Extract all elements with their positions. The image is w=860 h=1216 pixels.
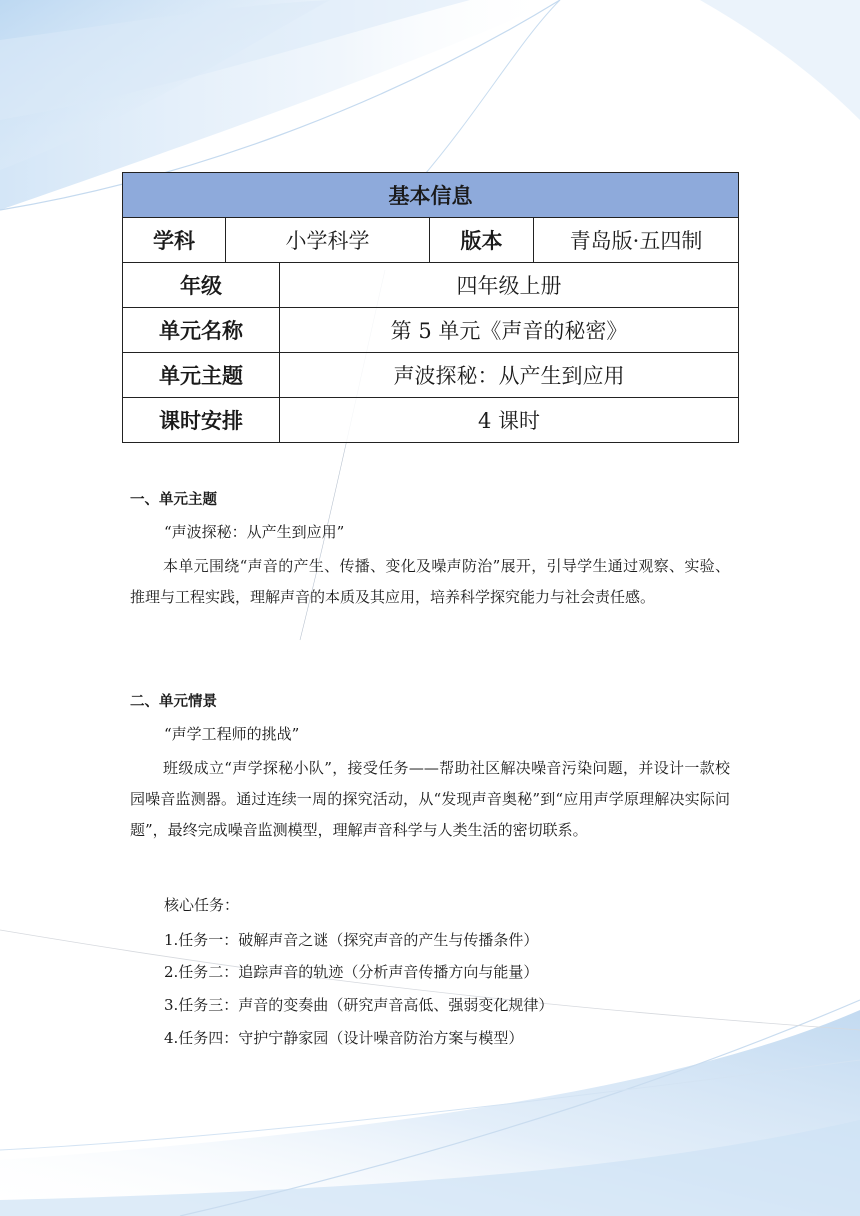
table-header-basic-info: 基本信息 [123, 173, 739, 218]
section-2-paragraph: 班级成立“声学探秘小队”，接受任务——帮助社区解决噪音污染问题，并设计一款校园噪音监测器。通过连续一周的探究活动，从“发现声音奥秘”到“应用声学原理解决实际问题”，最终完成噪音监测模型，理解声音科学与人类生活的密切联系。 [130, 759, 730, 839]
section-1-quote: “声波探秘：从产生到应用” [164, 523, 345, 541]
core-tasks-label: 核心任务： [164, 896, 240, 914]
unit-name-label: 单元名称 [123, 308, 280, 353]
section-1-paragraph: 本单元围绕“声音的产生、传播、变化及噪声防治”展开，引导学生通过观察、实验、推理与工程实践，理解声音的本质及其应用，培养科学探究能力与社会责任感。 [130, 557, 730, 606]
section-1-title: 一、单元主题 [130, 492, 217, 508]
task-item-1: 1.任务一：破解声音之谜（探究声音的产生与传播条件） [164, 931, 539, 949]
schedule-value: 4 课时 [280, 398, 739, 443]
task-item-3: 3.任务三：声音的变奏曲（研究声音高低、强弱变化规律） [164, 996, 554, 1014]
edition-label: 版本 [430, 218, 534, 263]
task-item-2: 2.任务二：追踪声音的轨迹（分析声音传播方向与能量） [164, 963, 539, 981]
edition-value: 青岛版·五四制 [534, 218, 739, 263]
basic-info-table [122, 172, 739, 443]
grade-label: 年级 [123, 263, 280, 308]
section-2-title: 二、单元情景 [130, 694, 217, 710]
unit-name-value: 第 5 单元《声音的秘密》 [280, 308, 739, 353]
task-item-4: 4.任务四：守护宁静家园（设计噪音防治方案与模型） [164, 1029, 524, 1047]
schedule-label: 课时安排 [123, 398, 280, 443]
subject-label: 学科 [123, 218, 226, 263]
grade-value: 四年级上册 [280, 263, 739, 308]
unit-theme-label: 单元主题 [123, 353, 280, 398]
unit-theme-value: 声波探秘：从产生到应用 [280, 353, 739, 398]
subject-value: 小学科学 [226, 218, 430, 263]
section-2-quote: “声学工程师的挑战” [164, 725, 300, 743]
